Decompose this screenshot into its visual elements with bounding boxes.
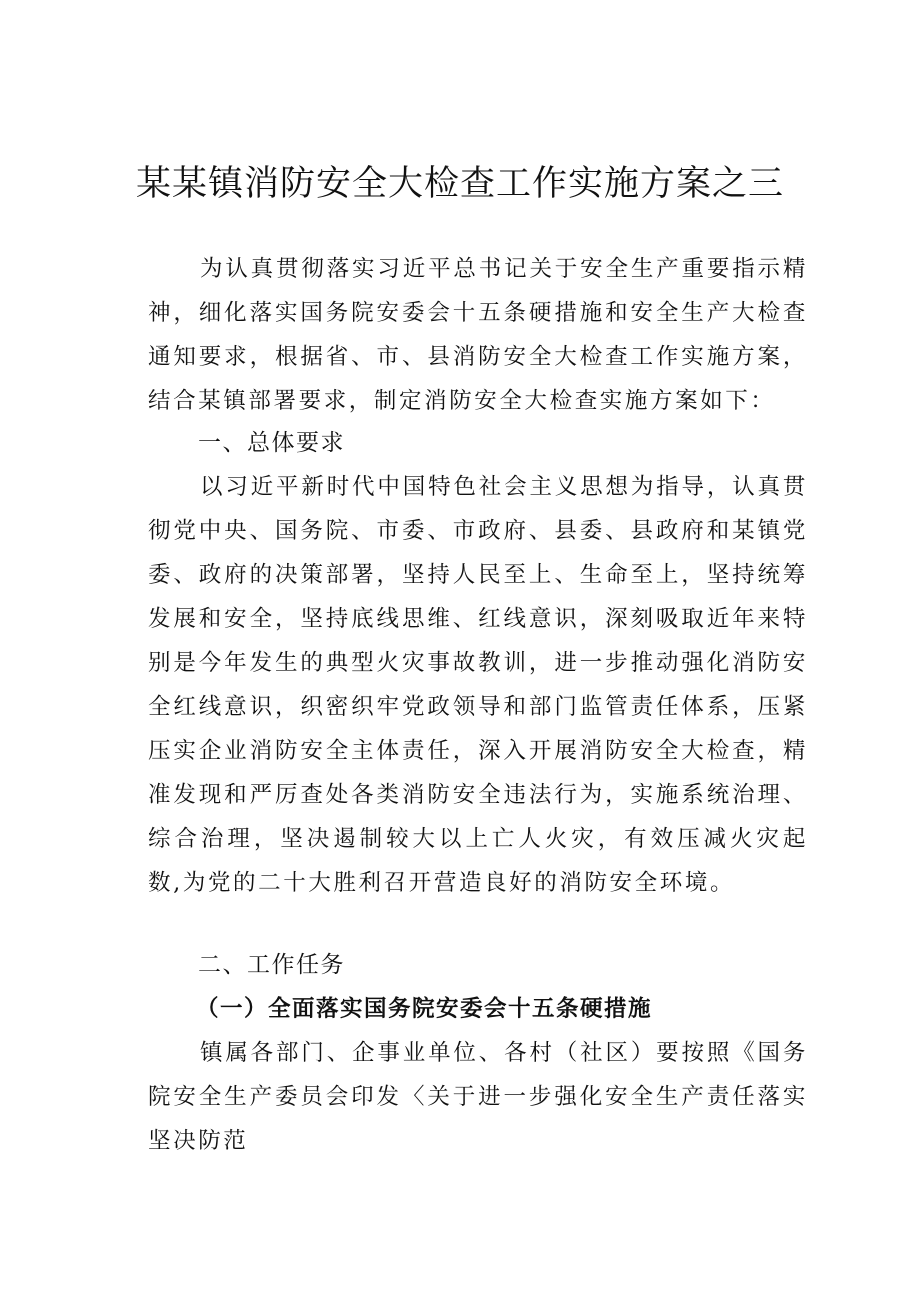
general-requirements-paragraph: 以习近平新时代中国特色社会主义思想为指导，认真贯彻党中央、国务院、市委、市政府、县委、县政府和某镇党委、政府的决策部署，坚持人民至上、生命至上，坚持统筹发展和安全，坚持底线思维、红线意识，深刻吸取近年来特别是今年发生的典型火灾事故教训，进一步推动强化消防安全红线意识，织密织牢党政领导和部门监管责任体系，压紧压实企业消防安全主体责任，深入开展消防安全大检查，精准发现和严厉查处各类消防安全违法行为，实施系统治理、综合治理，坚决遏制较大以上亡人火灾，有效压减火灾起数,为党的二十大胜利召开营造良好的消防安全环境。: [148, 474, 808, 896]
section-heading-general-requirements: 一、总体要求: [198, 430, 345, 456]
section-heading-work-tasks: 二、工作任务: [198, 952, 345, 978]
intro-paragraph: 为认真贯彻落实习近平总书记关于安全生产重要指示精神，细化落实国务院安委会十五条硬措施和安全生产大检查通知要求，根据省、市、县消防安全大检查工作实施方案，结合某镇部署要求，制定消防安全大检查实施方案如下：: [148, 256, 808, 414]
subsection-heading-fifteen-measures: （一）全面落实国务院安委会十五条硬措施: [196, 996, 653, 1022]
document-title: 某某镇消防安全大检查工作实施方案之三: [135, 164, 784, 204]
work-tasks-paragraph: 镇属各部门、企事业单位、各村（社区）要按照《国务院安全生产委员会印发〈关于进一步强化安全生产责任落实坚决防范: [148, 1040, 808, 1154]
